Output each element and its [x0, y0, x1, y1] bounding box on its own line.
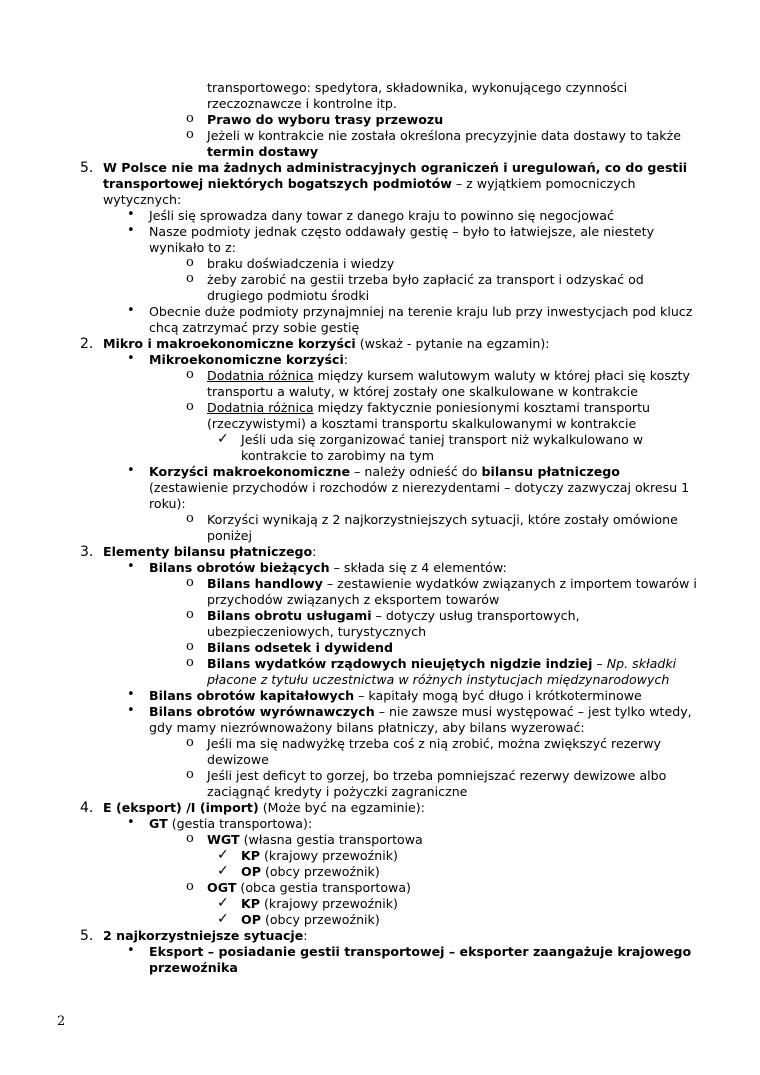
list-item: • Obecnie duże podmioty przynajmniej na terenie kraju lub przy inwestycjach pod klucz chcą zatrzymać przy sobie gestię [127, 303, 693, 335]
bullet-icon: • [127, 223, 135, 238]
numbered-item: 5. 2 najkorzystniejsze sytuacje: [80, 928, 308, 944]
list-item: • Bilans obrotów kapitałowych – kapitały mogą być długo i krótkoterminowe [127, 687, 642, 703]
list-item: • Mikroekonomiczne korzyści: [127, 351, 349, 367]
circle-bullet-icon: o [186, 607, 194, 622]
circle-bullet-icon: o [186, 879, 194, 894]
list-number: 5. [80, 160, 94, 176]
list-item: o Dodatnia różnica między kursem walutowym waluty w której płaci się koszty transportu a waluty, w której zostały one skalkulowane w kontrakcie [186, 367, 690, 399]
list-item: o Jeśli jest deficyt to gorzej, bo trzeba pomniejszać rezerwy dewizowe albo zaciągnąć kredyty i pożyczki zagraniczne [186, 767, 667, 799]
circle-bullet-icon: o [186, 255, 194, 270]
list-item: ✓ Jeśli uda się zorganizować taniej transport niż wykalkulowano w kontrakcie to zarobimy na tym [217, 431, 644, 463]
list-item: o Jeśli ma się nadwyżkę trzeba coś z nią zrobić, można zwiększyć rezerwy dewizowe [186, 735, 661, 767]
page-number: 2 [57, 1014, 66, 1029]
checkmark-icon: ✓ [217, 863, 229, 879]
list-item: ✓ KP (krajowy przewoźnik) [217, 895, 398, 911]
circle-bullet-icon: o [186, 735, 194, 750]
list-item: • Bilans obrotów wyrównawczych – nie zawsze musi występować – jest tylko wtedy, gdy mamy niezrównoważony bilans płatniczy, aby bilans wyzerować: [127, 703, 692, 735]
list-item: o Bilans obrotu usługami – dotyczy usług transportowych, ubezpieczeniowych, turystycznych [186, 607, 580, 639]
list-number: 3. [80, 544, 94, 560]
document-body [0, 80, 760, 976]
list-item: o Bilans odsetek i dywidend [186, 639, 394, 655]
list-item: ✓ OP (obcy przewoźnik) [217, 911, 380, 927]
numbered-item: 3. Elementy bilansu płatniczego: [80, 544, 317, 560]
circle-bullet-icon: o [186, 639, 194, 654]
numbered-item: 2. Mikro i makroekonomiczne korzyści (wskaż - pytanie na egzamin): [80, 336, 550, 352]
list-number: 2. [80, 336, 94, 352]
circle-bullet-icon: o [186, 367, 194, 382]
circle-bullet-icon: o [186, 511, 194, 526]
bullet-icon: • [127, 207, 135, 222]
list-item: o żeby zarobić na gestii trzeba było zapłacić za transport i odzyskać od drugiego podmiotu środki [186, 271, 644, 303]
list-number: 5. [80, 928, 94, 944]
list-item: o Korzyści wynikają z 2 najkorzystniejszych sytuacji, które zostały omówione poniżej [186, 511, 678, 543]
bullet-icon: • [127, 303, 135, 318]
bullet-icon: • [127, 687, 135, 702]
bullet-icon: • [127, 815, 135, 830]
list-item: o WGT (własna gestia transportowa [186, 831, 423, 847]
list-item: o braku doświadczenia i wiedzy [186, 255, 395, 271]
circle-bullet-icon: o [186, 127, 194, 142]
checkmark-icon: ✓ [217, 847, 229, 863]
checkmark-icon: ✓ [217, 911, 229, 927]
bullet-icon: • [127, 703, 135, 718]
list-item: o Bilans handlowy – zestawienie wydatków związanych z importem towarów i przychodów związanych z eksportem towarów [186, 575, 697, 607]
list-item: • GT (gestia transportowa): [127, 815, 313, 831]
bullet-icon: • [127, 351, 135, 366]
circle-bullet-icon: o [186, 655, 194, 670]
bullet-icon: • [127, 943, 135, 958]
list-item: o Dodatnia różnica między faktycznie poniesionymi kosztami transportu (rzeczywistymi) a kosztami transportu skalkulowanymi w kontrakcie [186, 399, 650, 431]
list-item: o OGT (obca gestia transportowa) [186, 879, 411, 895]
list-item: • Jeśli się sprowadza dany towar z danego kraju to powinno się negocjować [127, 207, 614, 223]
list-item-continuation: transportowego: spedytora, składownika, wykonującego czynności rzeczoznawcze i kontrolne itp. [207, 80, 628, 111]
list-number: 4. [80, 800, 94, 816]
circle-bullet-icon: o [186, 767, 194, 782]
list-item: • Korzyści makroekonomiczne – należy odnieść do bilansu płatniczego (zestawienie przychodów i rozchodów z nierezydentami – dotyczy zazwyczaj okresu 1 roku): [127, 463, 690, 511]
circle-bullet-icon: o [186, 399, 194, 414]
numbered-item: 4. E (eksport) /I (import) (Może być na egzaminie): [80, 800, 425, 816]
list-item: ✓ OP (obcy przewoźnik) [217, 863, 380, 879]
numbered-item: 5. W Polsce nie ma żadnych administracyjnych ograniczeń i uregulowań, co do gestii transportowej niektórych bogatszych podmiotów – z wyjątkiem pomocniczych wytycznych: [80, 160, 688, 207]
list-item: ✓ KP (krajowy przewoźnik) [217, 847, 398, 863]
list-item: o Prawo do wyboru trasy przewozu [186, 111, 444, 127]
list-item: o Bilans wydatków rządowych nieujętych nigdzie indziej – Np. składki płacone z tytułu uczestnictwa w różnych instytucjach międzynarodowych [186, 655, 677, 687]
bullet-icon: • [127, 463, 135, 478]
circle-bullet-icon: o [186, 831, 194, 846]
circle-bullet-icon: o [186, 111, 194, 126]
list-item: o Jeżeli w kontrakcie nie została określona precyzyjnie data dostawy to także termin dostawy [186, 127, 681, 159]
circle-bullet-icon: o [186, 575, 194, 590]
list-item: • Eksport – posiadanie gestii transportowej – eksporter zaangażuje krajowego przewoźnika [127, 943, 692, 975]
list-item: • Bilans obrotów bieżących – składa się z 4 elementów: [127, 559, 507, 575]
bullet-icon: • [127, 559, 135, 574]
checkmark-icon: ✓ [217, 431, 229, 447]
checkmark-icon: ✓ [217, 895, 229, 911]
list-item: • Nasze podmioty jednak często oddawały gestię – było to łatwiejsze, ale niestety wynikało to z: [127, 223, 655, 255]
circle-bullet-icon: o [186, 271, 194, 286]
